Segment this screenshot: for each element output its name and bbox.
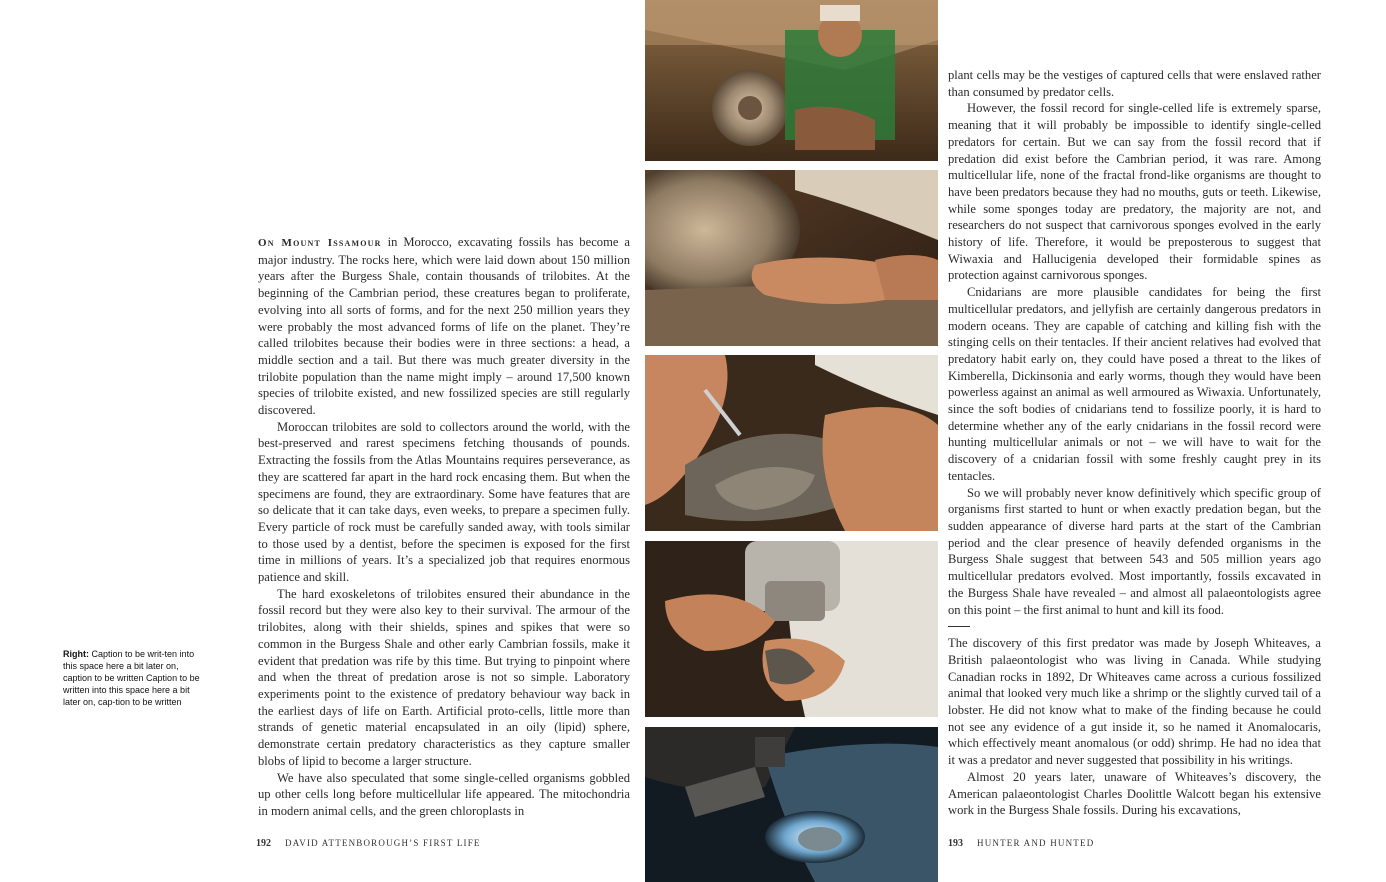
right-folio [948, 838, 1094, 849]
photo-saw-worker [645, 0, 938, 161]
right-paragraph-4: So we will probably never know definitively which specific group of organisms first started to hunt or when exactly predation began, but the sudden appearance of diverse hard parts at the start of the Cambrian period and the clear presence of heavily defended organisms in the Burgess Shale suggest that between 543 and 505 million years ago multicellular predators evolved. Most importantly, fossils excavated in the Burgess Shale have revealed – and almost all palaeontologists agree on this point – the first animal to hunt and kill its food. [948, 485, 1321, 617]
caption-lead: Right: [63, 649, 89, 659]
right-paragraph-3: Cnidarians are more plausible candidates for being the first multicellular predators, and jellyfish are certainly dangerous predators in modern oceans. They are capable of catching and killing fish with the stinging cells on their tentacles. If their ancient relatives had evolved that predatory habit early on, they could have posed a threat to the likes of Kimberella, Dickinsonia and early worms, though they would have been powerless against an animal as well armoured as Wiwaxia. Unfortunately, since the soft bodies of cnidarians tend to fossilize poorly, it is hard to determine whether any of the early cnidarians in the fossil record were hunting multicellular animals or not – we will have to wait for the discovery of a cnidarian fossil with some freshly caught prey in its tentacles. [948, 285, 1321, 483]
lead-in: On Mount Issamour [258, 237, 382, 249]
right-paragraph-1: plant cells may be the vestiges of captured cells that were enslaved rather than consumed by predator cells. [948, 68, 1321, 99]
left-running-head: DAVID ATTENBOROUGH’S FIRST LIFE [285, 838, 481, 848]
left-page-number: 192 [256, 838, 271, 849]
right-page-number: 193 [948, 838, 963, 849]
left-folio [256, 838, 481, 849]
left-paragraph-2: Moroccan trilobites are sold to collectors around the world, with the best-preserved and rarest specimens fetching thousands of pounds. Extracting the fossils from the Atlas Mountains requires perseverance, as they are scattered far apart in the hard rock encasing them. But when the specimens are found, they are extraordinary. Some have features that are so delicate that it can take days, even weeks, to prepare a specimen fully. Every particle of rock must be carefully sanded away, with tools similar to those used by a dentist, before the specimen is exposed for the first time in millions of years. It’s a specialized job that requires enormous patience and skill. [258, 419, 630, 585]
photo-strip [645, 0, 938, 882]
right-paragraph-2: However, the fossil record for single-celled life is extremely sparse, meaning that it will probably be impossible to identify single-celled predators for certain. But we can say from the fossil record that if predation did exist before the Cambrian period, it was rare. Among multicellular life, none of the fractal frond-like organisms are thought to have been predators because they had no mouths, guts or teeth. Likewise, while some sponges today are predatory, the majority are not, and researchers do not suspect that carnivorous sponges evolved in the early history of life. Therefore, it would be preposterous to suggest that Wiwaxia and Hallucigenia developed their formidable spines as protection against carnivorous sponges. [948, 101, 1321, 283]
photo-microscope-work [645, 541, 938, 717]
photo-microscope-closeup [645, 727, 938, 882]
right-page-body [948, 67, 1321, 819]
left-paragraph-3: The hard exoskeletons of trilobites ensured their abundance in the fossil record but they were also key to their survival. The armour of the trilobites, along with their shields, spines and spikes that were so common in the Burgess Shale and other early Cambrian fossils, make it evident that predation was rife by this time. But trying to pinpoint where and when the threat of predation arose is not so simple. Laboratory experiments point to the existence of predatory behaviour way back in the earliest days of life on Earth. Artificial proto-cells, little more than strands of genetic material encapsulated in an oily (lipid) sphere, demonstrate certain predatory characteristics as they capture smaller blobs of lipid to become a larger structure. [258, 586, 630, 768]
right-paragraph-5: The discovery of this first predator was made by Joseph Whiteaves, a British palaeontologist who was living in Canada. While studying Canadian rocks in 1892, Dr Whiteaves came across a curious fossilized animal that looked very much like a shrimp or the slightly curved tail of a lobster. He did not know what to make of the finding because he could not see any evidence of a gut inside it, so he named it Anomalocaris, which effectively meant anomalous (or odd) shrimp. He had no idea that it was a predator and never suggested that possibility in his writings. [948, 636, 1321, 768]
photo-sanding-hand [645, 170, 938, 346]
left-paragraph-4: We have also speculated that some single-celled organisms gobbled up other cells long before multicellular life appeared. The mitochondria in modern animal cells, and the green chloroplasts in [258, 770, 630, 818]
left-paragraph-1: On Mount Issamour in Morocco, excavating fossils has become a major industry. The rocks here, which were laid down about 150 million years after the Burgess Shale, contain thousands of trilobites. At the beginning of the Cambrian period, these creatures began to proliferate, evolving into all sorts of forms, and for the next 250 million years they were probably the most advanced forms of life on the planet. They’re called trilobites because their bodies were in three sections: a head, a middle section and a tail. But there was much greater diversity in the trilobite population than the name might imply – around 17,500 known species of trilobite existed, and new fossilized species are still regularly discovered. [258, 235, 631, 418]
photo-dental-tool [645, 355, 938, 531]
section-rule [948, 626, 970, 627]
right-paragraph-6: Almost 20 years later, unaware of Whiteaves’s discovery, the American palaeontologist Charles Doolittle Walcott began his extensive work in the Burgess Shale fossils. During his excavations, [948, 769, 1321, 818]
caption-text: Caption to be writ-ten into this space here a bit later on, caption to be written Caption to be written into this space here a bit later on, cap-tion to be written [63, 649, 200, 707]
photo-caption [63, 648, 203, 708]
left-page-body [258, 234, 630, 820]
right-running-head: HUNTER AND HUNTED [977, 838, 1095, 848]
